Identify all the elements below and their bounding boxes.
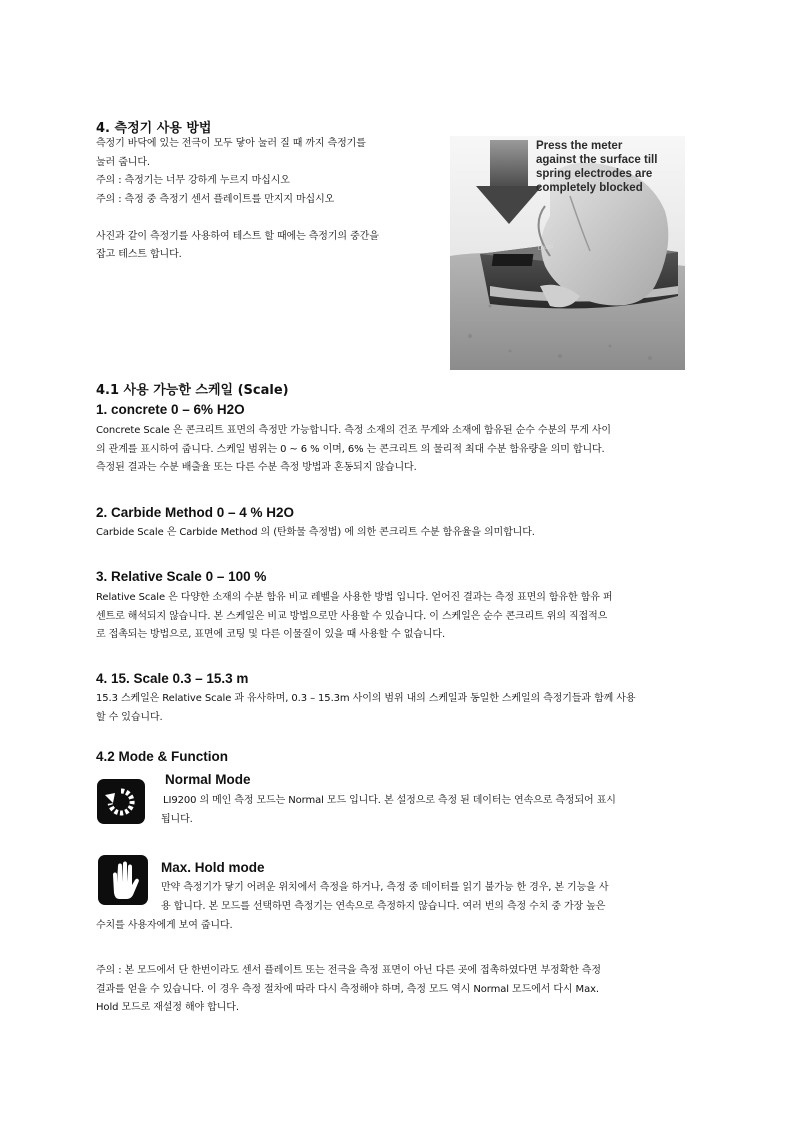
text-line: 됩니다. — [161, 813, 193, 825]
scale-heading-relative: 3. Relative Scale 0 – 100 % — [96, 569, 267, 584]
text-line: 용 합니다. 본 모드를 선택하면 측정기는 연속으로 측정하지 않습니다. 여러 번의 측정 수치 중 가장 높은 — [161, 900, 606, 912]
text-line: 주의 : 본 모드에서 단 한번이라도 센서 플레이트 또는 전극을 측정 표면이 아닌 다른 곳에 접촉하였다면 부정확한 측정 — [96, 965, 601, 976]
scale-heading-15-3: 4. 15. Scale 0.3 – 15.3 m — [96, 671, 249, 686]
section-title-modes: 4.2 Mode & Function — [96, 749, 229, 764]
text-line: 측정기 바닥에 있는 전극이 모두 닿아 눌러 질 때 까지 측정기를 — [96, 138, 366, 149]
text-line: Hold 모드로 재설정 해야 합니다. — [96, 1002, 239, 1013]
max-hold-heading: Max. Hold mode — [161, 860, 265, 875]
device-label: LI9200 — [537, 244, 554, 252]
meter-usage-photo — [450, 136, 685, 370]
text-line: 로 접촉되는 방법으로, 표면에 코팅 및 다른 이물질이 있을 때 사용할 수 없습니다. — [96, 629, 446, 640]
scale-text-carbide — [96, 524, 697, 543]
text-line: 잡고 테스트 합니다. — [96, 249, 182, 260]
text-line: 센트로 해석되지 않습니다. 본 스케일은 비교 방법으로만 사용할 수 있습니다. 이 스케일은 순수 콘크리트 위의 직접적으 — [96, 610, 608, 622]
max-hold-note — [96, 962, 697, 1018]
caption-line: spring electrodes are — [536, 168, 653, 180]
scale-text-15-3 — [96, 690, 697, 727]
text-line: LI9200 의 메인 측정 모드는 Normal 모드 입니다. 본 설정으로 측정 된 데이터는 연속으로 측정되어 표시 — [163, 795, 616, 806]
text-line: Carbide Scale 은 Carbide Method 의 (탄화물 측정법) 에 의한 콘크리트 수분 함유율을 의미합니다. — [96, 527, 535, 538]
text-line: Relative Scale 은 다양한 소재의 수분 함유 비교 레벨을 사용한 방법 입니다. 얻어진 결과는 측정 표면의 함유한 함유 퍼 — [96, 592, 613, 603]
normal-mode-text — [161, 792, 697, 829]
text-line: 주의 : 측정 중 측정기 센서 플레이트를 만지지 마십시오 — [96, 193, 335, 205]
circular-arrow-icon — [97, 779, 145, 824]
text-line: 주의 : 측정기는 너무 강하게 누르지 마십시오 — [96, 175, 290, 186]
caption-line: against the surface till — [536, 154, 658, 166]
scale-text-concrete — [96, 422, 697, 478]
text-line: 결과를 얻을 수 있습니다. 이 경우 측정 절차에 따라 다시 측정해야 하며, 측정 모드 역시 Normal 모드에서 다시 Max. — [96, 983, 600, 995]
text-line: 만약 측정기가 닿기 어려운 위치에서 측정을 하거나, 측정 중 데이터를 읽기 불가능 한 경우, 본 기능을 사 — [161, 882, 609, 893]
text-line: Concrete Scale 은 콘크리트 표면의 측정만 가능합니다. 측정 소재의 건조 무게와 소재에 함유된 순수 수분의 무게 사이 — [96, 425, 611, 436]
photo-caption — [536, 139, 657, 195]
text-line: 수치를 사용자에게 보여 줍니다. — [96, 920, 233, 931]
scale-heading-carbide: 2. Carbide Method 0 – 4 % H2O — [96, 505, 295, 520]
text-line: 할 수 있습니다. — [96, 711, 163, 723]
section-title-usage: 4. 측정기 사용 방법 — [96, 121, 212, 136]
scale-text-relative — [96, 589, 697, 645]
caption-line: completely blocked — [536, 182, 643, 194]
normal-mode-heading: Normal Mode — [165, 772, 251, 787]
text-line: 사진과 같이 측정기를 사용하여 테스트 할 때에는 측정기의 중간을 — [96, 230, 379, 242]
text-line: 눌러 줍니다. — [96, 156, 150, 168]
section-title-scales: 4.1 사용 가능한 스케일 (Scale) — [96, 383, 289, 398]
caption-line: Press the meter — [536, 140, 623, 152]
text-line: 측정된 결과는 수분 배출율 또는 다른 수분 측정 방법과 혼동되지 않습니다. — [96, 462, 417, 473]
usage-text — [96, 135, 436, 265]
text-line: 15.3 스케일은 Relative Scale 과 유사하며, 0.3 – 15.3m 사이의 범위 내의 스케일과 동일한 스케일의 측정기들과 함께 사용 — [96, 693, 636, 704]
max-hold-text — [96, 879, 697, 936]
scale-heading-concrete: 1. concrete 0 – 6% H2O — [96, 402, 245, 417]
text-line: 의 관계를 표시하여 줍니다. 스케일 범위는 0 ~ 6 % 이며, 6% 는 콘크리트 의 물리적 최대 수분 함유량을 의미 합니다. — [96, 443, 605, 455]
